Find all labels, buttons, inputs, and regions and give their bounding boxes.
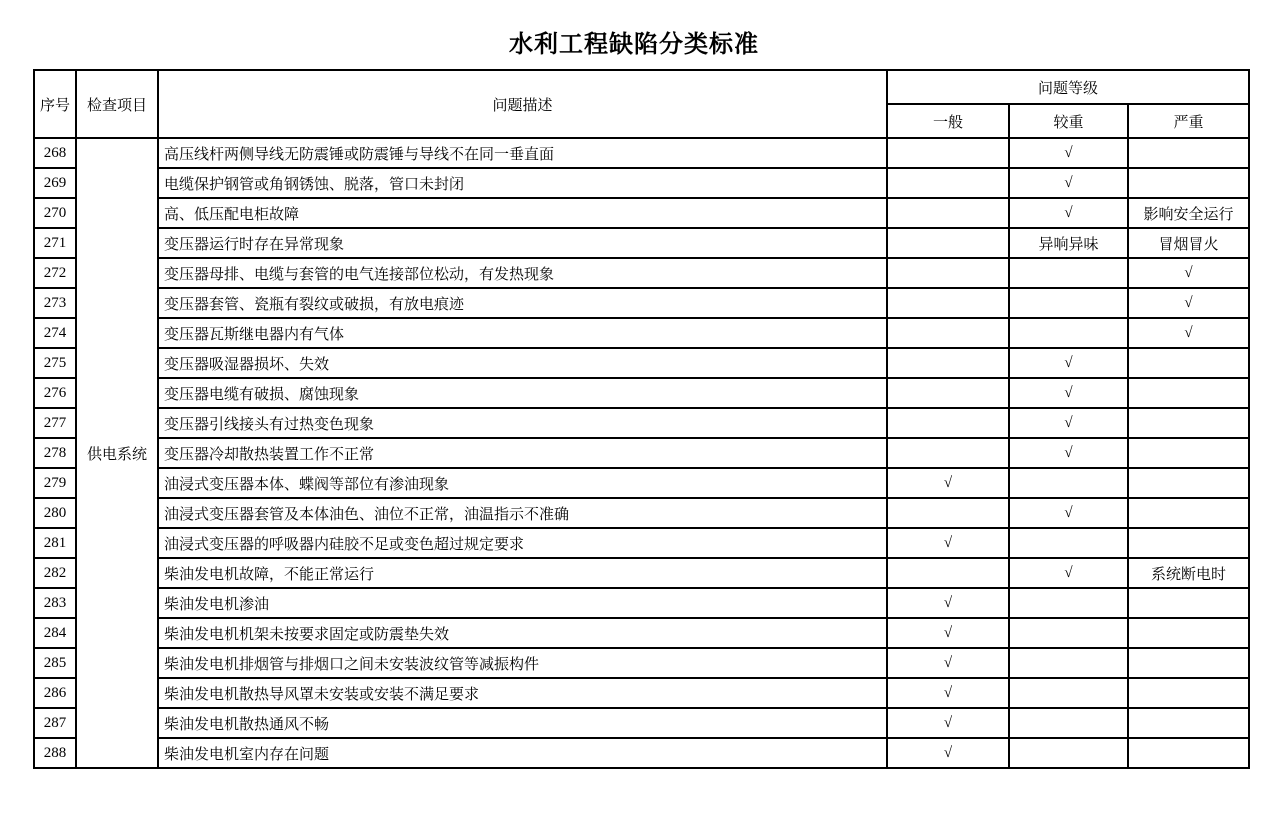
- level-moderate-cell: √: [1009, 558, 1128, 588]
- table-row: [34, 558, 1249, 588]
- level-moderate-cell: √: [1009, 438, 1128, 468]
- level-severe-cell: [1128, 408, 1249, 438]
- row-serial-number: 282: [34, 558, 76, 588]
- level-severe-cell: 系统断电时: [1128, 558, 1249, 588]
- row-description: 柴油发电机散热通风不畅: [158, 708, 887, 738]
- level-general-cell: [887, 198, 1009, 228]
- level-moderate-cell: [1009, 318, 1128, 348]
- level-general-cell: √: [887, 468, 1009, 498]
- level-severe-cell: [1128, 678, 1249, 708]
- level-general-cell: √: [887, 528, 1009, 558]
- table-row: [34, 588, 1249, 618]
- level-severe-cell: √: [1128, 258, 1249, 288]
- row-serial-number: 284: [34, 618, 76, 648]
- level-severe-cell: [1128, 468, 1249, 498]
- row-description: 变压器冷却散热装置工作不正常: [158, 438, 887, 468]
- row-description: 变压器吸湿器损坏、失效: [158, 348, 887, 378]
- row-description: 柴油发电机渗油: [158, 588, 887, 618]
- level-severe-cell: [1128, 138, 1249, 168]
- table-row: [34, 228, 1249, 258]
- row-description: 变压器电缆有破损、腐蚀现象: [158, 378, 887, 408]
- level-moderate-cell: √: [1009, 378, 1128, 408]
- row-serial-number: 285: [34, 648, 76, 678]
- level-moderate-cell: √: [1009, 408, 1128, 438]
- table-row: [34, 738, 1249, 768]
- row-description: 油浸式变压器套管及本体油色、油位不正常，油温指示不准确: [158, 498, 887, 528]
- level-moderate-cell: [1009, 618, 1128, 648]
- table-row: [34, 408, 1249, 438]
- row-serial-number: 287: [34, 708, 76, 738]
- table-row: [34, 198, 1249, 228]
- level-severe-cell: [1128, 438, 1249, 468]
- level-general-cell: [887, 228, 1009, 258]
- row-serial-number: 276: [34, 378, 76, 408]
- level-moderate-cell: [1009, 678, 1128, 708]
- level-severe-cell: 影响安全运行: [1128, 198, 1249, 228]
- row-description: 电缆保护钢管或角钢锈蚀、脱落，管口未封闭: [158, 168, 887, 198]
- level-general-cell: [887, 378, 1009, 408]
- row-description: 变压器瓦斯继电器内有气体: [158, 318, 887, 348]
- level-general-cell: [887, 408, 1009, 438]
- category-cell: 供电系统: [76, 138, 158, 768]
- row-serial-number: 269: [34, 168, 76, 198]
- header-problem-description: 问题描述: [158, 70, 887, 138]
- level-general-cell: √: [887, 678, 1009, 708]
- row-serial-number: 272: [34, 258, 76, 288]
- row-description: 高、低压配电柜故障: [158, 198, 887, 228]
- header-level-severe: 严重: [1128, 104, 1249, 138]
- row-serial-number: 270: [34, 198, 76, 228]
- level-severe-cell: [1128, 588, 1249, 618]
- level-severe-cell: [1128, 648, 1249, 678]
- table-row: [34, 438, 1249, 468]
- level-severe-cell: [1128, 738, 1249, 768]
- level-general-cell: [887, 318, 1009, 348]
- row-serial-number: 280: [34, 498, 76, 528]
- level-moderate-cell: √: [1009, 498, 1128, 528]
- row-description: 变压器运行时存在异常现象: [158, 228, 887, 258]
- level-severe-cell: [1128, 378, 1249, 408]
- level-moderate-cell: √: [1009, 348, 1128, 378]
- row-description: 柴油发电机散热导风罩未安装或安装不满足要求: [158, 678, 887, 708]
- table-body: [34, 138, 1249, 768]
- header-problem-level-group: 问题等级: [887, 70, 1249, 104]
- row-description: 变压器套管、瓷瓶有裂纹或破损，有放电痕迹: [158, 288, 887, 318]
- level-general-cell: [887, 138, 1009, 168]
- row-description: 变压器引线接头有过热变色现象: [158, 408, 887, 438]
- table-row: [34, 258, 1249, 288]
- row-description: 变压器母排、电缆与套管的电气连接部位松动，有发热现象: [158, 258, 887, 288]
- row-description: 油浸式变压器的呼吸器内硅胶不足或变色超过规定要求: [158, 528, 887, 558]
- level-moderate-cell: 异响异味: [1009, 228, 1128, 258]
- level-moderate-cell: [1009, 468, 1128, 498]
- table-header: [34, 70, 1249, 138]
- level-moderate-cell: [1009, 738, 1128, 768]
- level-general-cell: √: [887, 738, 1009, 768]
- table-row: [34, 648, 1249, 678]
- level-severe-cell: [1128, 498, 1249, 528]
- table-row: [34, 498, 1249, 528]
- row-description: 高压线杆两侧导线无防震锤或防震锤与导线不在同一垂直面: [158, 138, 887, 168]
- level-general-cell: [887, 258, 1009, 288]
- level-moderate-cell: [1009, 528, 1128, 558]
- level-severe-cell: [1128, 168, 1249, 198]
- header-row-1: [34, 70, 1249, 104]
- table-row: [34, 378, 1249, 408]
- table-row: [34, 678, 1249, 708]
- level-severe-cell: [1128, 618, 1249, 648]
- page-title: 水利工程缺陷分类标准: [509, 31, 759, 58]
- level-severe-cell: √: [1128, 318, 1249, 348]
- row-serial-number: 283: [34, 588, 76, 618]
- level-general-cell: √: [887, 648, 1009, 678]
- level-severe-cell: [1128, 348, 1249, 378]
- level-general-cell: √: [887, 588, 1009, 618]
- table-row: [34, 528, 1249, 558]
- level-moderate-cell: √: [1009, 198, 1128, 228]
- level-moderate-cell: [1009, 588, 1128, 618]
- level-general-cell: √: [887, 618, 1009, 648]
- level-general-cell: [887, 168, 1009, 198]
- level-moderate-cell: [1009, 258, 1128, 288]
- row-description: 柴油发电机室内存在问题: [158, 738, 887, 768]
- level-general-cell: [887, 558, 1009, 588]
- table-row: [34, 318, 1249, 348]
- level-general-cell: [887, 438, 1009, 468]
- level-moderate-cell: √: [1009, 138, 1128, 168]
- table-row: [34, 468, 1249, 498]
- level-moderate-cell: √: [1009, 168, 1128, 198]
- level-severe-cell: 冒烟冒火: [1128, 228, 1249, 258]
- row-serial-number: 271: [34, 228, 76, 258]
- row-serial-number: 281: [34, 528, 76, 558]
- row-serial-number: 273: [34, 288, 76, 318]
- table-row: [34, 168, 1249, 198]
- level-moderate-cell: [1009, 648, 1128, 678]
- level-moderate-cell: [1009, 708, 1128, 738]
- defect-classification-table: [33, 69, 1250, 769]
- row-serial-number: 268: [34, 138, 76, 168]
- level-general-cell: √: [887, 708, 1009, 738]
- row-description: 柴油发电机故障，不能正常运行: [158, 558, 887, 588]
- row-description: 油浸式变压器本体、蝶阀等部位有渗油现象: [158, 468, 887, 498]
- level-general-cell: [887, 348, 1009, 378]
- header-level-general: 一般: [887, 104, 1009, 138]
- table-row: [34, 618, 1249, 648]
- header-inspection-item: 检查项目: [76, 70, 158, 138]
- row-serial-number: 277: [34, 408, 76, 438]
- table-row: [34, 288, 1249, 318]
- row-serial-number: 279: [34, 468, 76, 498]
- row-description: 柴油发电机排烟管与排烟口之间未安装波纹管等减振构件: [158, 648, 887, 678]
- header-level-moderate: 较重: [1009, 104, 1128, 138]
- level-general-cell: [887, 498, 1009, 528]
- header-serial-number: 序号: [34, 70, 76, 138]
- row-serial-number: 274: [34, 318, 76, 348]
- row-description: 柴油发电机机架未按要求固定或防震垫失效: [158, 618, 887, 648]
- level-severe-cell: [1128, 708, 1249, 738]
- table-row: [34, 138, 1249, 168]
- level-severe-cell: √: [1128, 288, 1249, 318]
- level-general-cell: [887, 288, 1009, 318]
- row-serial-number: 278: [34, 438, 76, 468]
- row-serial-number: 286: [34, 678, 76, 708]
- row-serial-number: 288: [34, 738, 76, 768]
- level-moderate-cell: [1009, 288, 1128, 318]
- table-row: [34, 708, 1249, 738]
- level-severe-cell: [1128, 528, 1249, 558]
- row-serial-number: 275: [34, 348, 76, 378]
- table-row: [34, 348, 1249, 378]
